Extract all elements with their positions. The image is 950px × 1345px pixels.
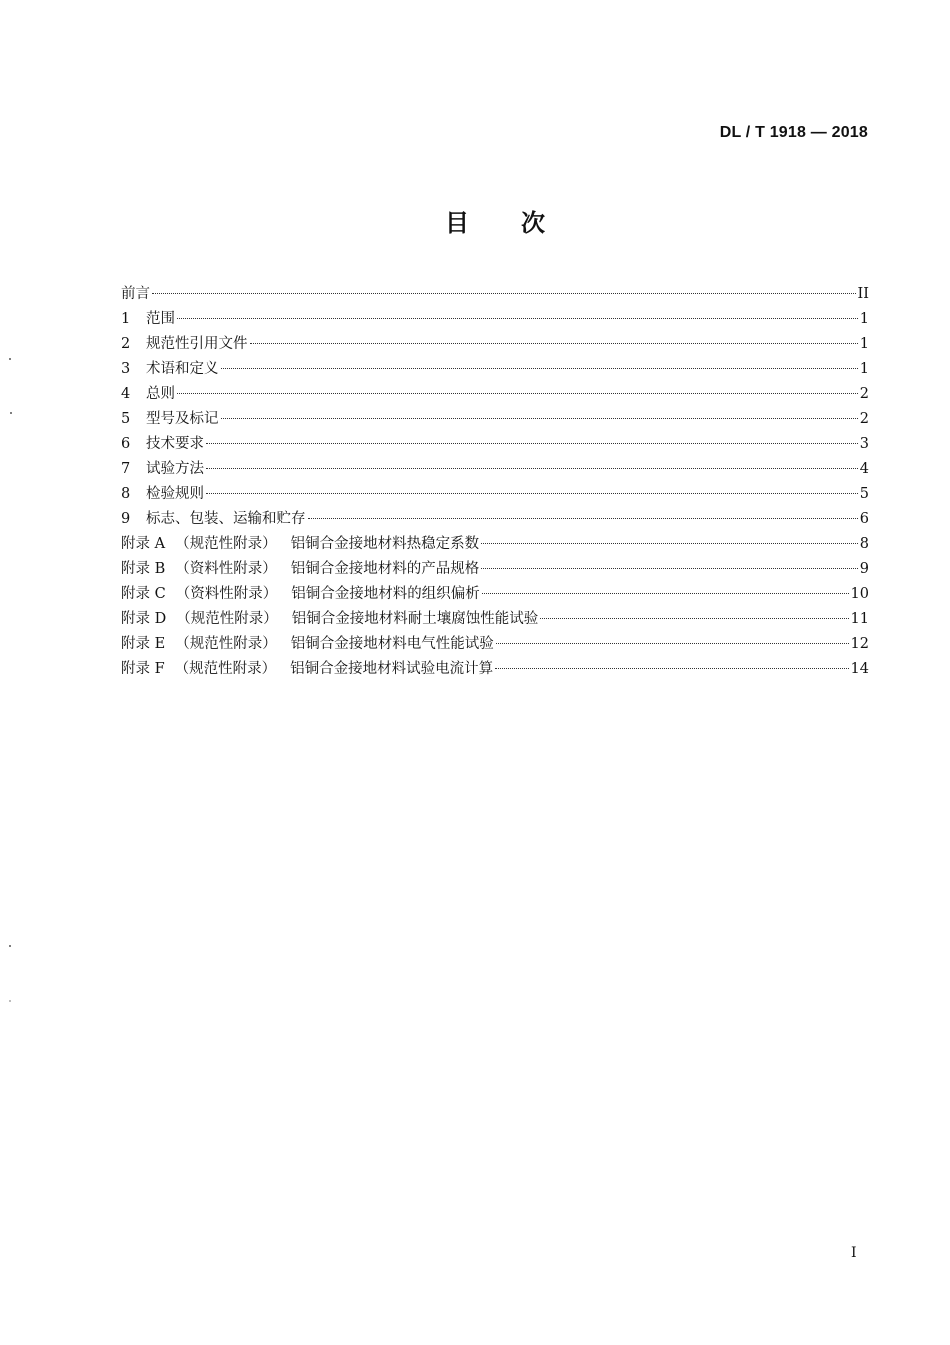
toc-dot-leader bbox=[177, 393, 858, 394]
appendix-kind: （规范性附录） bbox=[174, 661, 277, 677]
scan-speck bbox=[9, 1000, 11, 1002]
toc-entry-page: 6 bbox=[859, 511, 869, 527]
appendix-kind: （资料性附录） bbox=[175, 561, 277, 577]
toc-entry-label: 总则 bbox=[146, 386, 175, 402]
toc-entry-appendix-a[interactable] bbox=[121, 532, 869, 557]
scan-speck bbox=[10, 412, 12, 414]
toc-entry-label: 标志、包装、运输和贮存 bbox=[146, 511, 306, 527]
toc-dot-leader bbox=[221, 418, 858, 419]
toc-entry-page: 11 bbox=[850, 611, 869, 627]
toc-entry-label: 型号及标记 bbox=[146, 411, 219, 427]
toc-entry-section-5[interactable] bbox=[121, 407, 869, 432]
toc-entry-section-6[interactable] bbox=[121, 432, 869, 457]
toc-entry-label: 技术要求 bbox=[146, 436, 204, 452]
appendix-kind: （规范性附录） bbox=[176, 611, 278, 627]
toc-entry-label: 规范性引用文件 bbox=[146, 336, 248, 352]
toc-entry-page: 8 bbox=[859, 536, 869, 552]
toc-title-char-2: 次 bbox=[521, 209, 545, 237]
toc-dot-leader bbox=[308, 518, 858, 519]
toc-dot-leader bbox=[250, 343, 858, 344]
toc-dot-leader bbox=[481, 568, 858, 569]
toc-entry-number: 3 bbox=[121, 361, 131, 377]
toc-entry-appendix-b[interactable] bbox=[121, 557, 869, 582]
toc-entry-label: 范围 bbox=[146, 311, 175, 327]
scan-speck bbox=[9, 358, 11, 360]
page-number: I bbox=[851, 1245, 857, 1261]
toc-entry-foreword[interactable] bbox=[121, 282, 869, 307]
toc-entry-page: II bbox=[857, 286, 869, 302]
document-code: DL / T 1918 — 2018 bbox=[719, 124, 868, 141]
toc-entry-appendix-f[interactable] bbox=[121, 657, 869, 682]
toc-title-char-1: 目 bbox=[445, 209, 469, 237]
appendix-title: 铝铜合金接地材料试验电流计算 bbox=[290, 661, 494, 677]
toc-entry-page: 14 bbox=[850, 661, 869, 677]
toc-entry-number: 8 bbox=[121, 486, 131, 502]
toc-entry-section-4[interactable] bbox=[121, 382, 869, 407]
toc-dot-leader bbox=[206, 493, 858, 494]
toc-entry-number: 4 bbox=[121, 386, 131, 402]
toc-entry-page: 10 bbox=[850, 586, 869, 602]
appendix-title: 铝铜合金接地材料电气性能试验 bbox=[290, 636, 494, 652]
toc-entry-label: 试验方法 bbox=[146, 461, 204, 477]
toc-entry-section-9[interactable] bbox=[121, 507, 869, 532]
appendix-prefix: 附录 E bbox=[121, 636, 166, 652]
toc-entry-section-3[interactable] bbox=[121, 357, 869, 382]
appendix-title: 铝铜合金接地材料耐土壤腐蚀性能试验 bbox=[291, 611, 539, 627]
toc-entry-number: 6 bbox=[121, 436, 131, 452]
appendix-prefix: 附录 D bbox=[121, 611, 167, 627]
toc-entry-label: 术语和定义 bbox=[146, 361, 219, 377]
toc-dot-leader bbox=[152, 293, 856, 294]
toc-entry-section-2[interactable] bbox=[121, 332, 869, 357]
toc-dot-leader bbox=[540, 618, 848, 619]
toc-entry-number: 9 bbox=[121, 511, 131, 527]
toc-dot-leader bbox=[481, 543, 858, 544]
toc-entry-page: 2 bbox=[859, 386, 869, 402]
toc-entry-page: 9 bbox=[859, 561, 869, 577]
appendix-kind: （资料性附录） bbox=[175, 586, 278, 602]
scan-speck bbox=[9, 945, 11, 947]
toc-dot-leader bbox=[206, 468, 858, 469]
appendix-title: 铝铜合金接地材料热稳定系数 bbox=[290, 536, 480, 552]
toc-entry-page: 4 bbox=[859, 461, 869, 477]
toc-list bbox=[121, 282, 869, 682]
toc-entry-page: 5 bbox=[859, 486, 869, 502]
toc-entry-section-7[interactable] bbox=[121, 457, 869, 482]
toc-entry-number: 5 bbox=[121, 411, 131, 427]
toc-title bbox=[0, 203, 950, 238]
toc-entry-section-8[interactable] bbox=[121, 482, 869, 507]
toc-entry-number: 7 bbox=[121, 461, 131, 477]
toc-dot-leader bbox=[482, 593, 849, 594]
toc-entry-page: 1 bbox=[859, 311, 869, 327]
toc-entry-number: 1 bbox=[121, 311, 131, 327]
toc-entry-page: 1 bbox=[859, 336, 869, 352]
toc-entry-page: 1 bbox=[859, 361, 869, 377]
toc-dot-leader bbox=[221, 368, 858, 369]
toc-entry-page: 2 bbox=[859, 411, 869, 427]
toc-entry-number: 2 bbox=[121, 336, 131, 352]
toc-entry-label: 检验规则 bbox=[146, 486, 204, 502]
appendix-prefix: 附录 A bbox=[121, 536, 166, 552]
appendix-title: 铝铜合金接地材料的组织偏析 bbox=[291, 586, 480, 602]
toc-dot-leader bbox=[206, 443, 858, 444]
appendix-prefix: 附录 B bbox=[121, 561, 166, 577]
toc-dot-leader bbox=[495, 668, 848, 669]
toc-entry-label: 前言 bbox=[121, 286, 150, 302]
appendix-kind: （规范性附录） bbox=[175, 536, 277, 552]
toc-dot-leader bbox=[177, 318, 858, 319]
appendix-prefix: 附录 F bbox=[121, 661, 165, 677]
toc-entry-section-1[interactable] bbox=[121, 307, 869, 332]
toc-entry-appendix-d[interactable] bbox=[121, 607, 869, 632]
appendix-prefix: 附录 C bbox=[121, 586, 166, 602]
appendix-kind: （规范性附录） bbox=[175, 636, 277, 652]
toc-entry-page: 3 bbox=[859, 436, 869, 452]
toc-entry-page: 12 bbox=[850, 636, 869, 652]
toc-entry-appendix-c[interactable] bbox=[121, 582, 869, 607]
toc-entry-appendix-e[interactable] bbox=[121, 632, 869, 657]
toc-dot-leader bbox=[496, 643, 849, 644]
appendix-title: 铝铜合金接地材料的产品规格 bbox=[290, 561, 480, 577]
